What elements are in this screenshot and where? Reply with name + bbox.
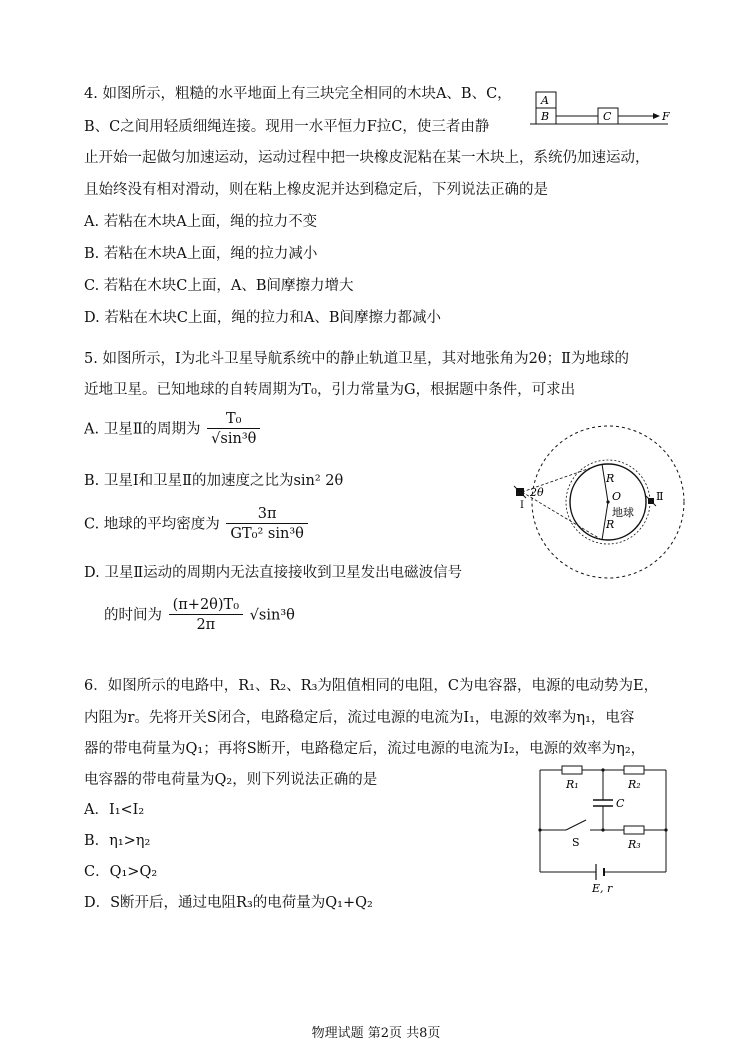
q5-option-b: B. 卫星Ⅰ和卫星Ⅱ的加速度之比为sin² 2θ [84,473,344,489]
q5-option-a [84,410,262,449]
q5-option-d-line-1: D. 卫星Ⅱ运动的周期内无法直接接收到卫星发出电磁波信号 [84,565,463,581]
q5-option-d-line-2 [104,596,295,635]
q4-line-1: 4. 如图所示，粗糙的水平地面上有三块完全相同的木块A、B、C， [84,86,512,102]
radius-label-upper: R [606,472,615,485]
q4-option-d: D. 若粘在木块C上面，绳的拉力和A、B间摩擦力都减小 [84,310,442,326]
q6-option-a: A．I₁<I₂ [84,802,145,818]
label-r2: R₂ [628,778,641,791]
q5-orbit-figure [508,420,688,585]
label-source: E, r [592,882,613,895]
force-arrowhead [653,113,660,119]
sat2-label: Ⅱ [656,490,664,503]
q5-line-1: 5. 如图所示，Ⅰ为北斗卫星导航系统中的静止轨道卫星，其对地张角为2θ；Ⅱ为地球的 [84,351,629,367]
satellite-1-icon [514,486,526,498]
q4-option-b: B. 若粘在木块A上面，绳的拉力减小 [84,246,318,262]
q6-option-c: C．Q₁>Q₂ [84,864,158,880]
q6-line-3: 器的带电荷量为Q₁；再将S断开，电路稳定后，流过电源的电流为I₂，电源的效率为η₂， [84,741,646,757]
q5-option-d-denominator: 2π [196,617,216,633]
q4-line-2: B、C之间用轻质细绳连接。现用一水平恒力F拉C，使三者由静 [84,119,490,135]
q5-option-c-denominator: GT₀² sin³θ [230,526,304,542]
label-b: B [541,110,550,123]
q4-blocks-figure [528,86,678,132]
center-point [606,500,609,503]
q4-line-3: 止开始一起做匀加速运动，运动过程中把一块橡皮泥粘在某一木块上，系统仍加速运动， [84,150,650,166]
q6-line-1: 6．如图所示的电路中，R₁、R₂、R₃为阻值相同的电阻，C为电容器，电源的电动势为E， [84,678,659,694]
center-label: O [612,490,622,503]
q5-option-d-numerator: (π+2θ)T₀ [169,596,243,615]
satellite-2-icon [646,496,656,506]
q5-option-a-numerator: T₀ [207,410,260,429]
switch-s [566,820,586,830]
q5-option-c-numerator: 3π [226,505,307,524]
label-r1: R₁ [566,778,579,791]
label-f: F [662,110,670,123]
sat1-label: Ⅰ [520,500,524,511]
q6-option-b: B．η₁>η₂ [84,833,151,849]
q5-option-c [84,505,310,544]
q5-option-d-text: 的时间为 [104,607,162,624]
label-r3: R₃ [628,838,641,851]
tangent-line-lower [522,492,602,540]
q6-circuit-figure [530,760,680,895]
q5-option-c-fraction [226,505,307,544]
label-c: C [616,797,625,810]
q6-line-2: 内阻为r。先将开关S闭合，电路稳定后，流过电源的电流为I₁，电源的效率为η₁，电容 [84,710,635,726]
label-c: C [603,110,612,123]
q6-option-d: D．S断开后，通过电阻R₃的电荷量为Q₁+Q₂ [84,895,373,911]
page-footer: 物理试题 第2页 共8页 [311,1026,441,1041]
q4-option-c: C. 若粘在木块C上面，A、B间摩擦力增大 [84,278,354,294]
radius-label-lower: R [606,518,615,531]
q4-option-a: A. 若粘在木块A上面，绳的拉力不变 [84,214,318,230]
angle-label: 2θ [530,486,544,499]
label-a: A [541,94,549,107]
q5-line-2: 近地卫星。已知地球的自转周期为T₀，引力常量为G，根据题中条件，可求出 [84,382,576,398]
resistor-r1 [562,766,582,774]
q5-option-a-fraction [207,410,260,449]
q6-line-4: 电容器的带电荷量为Q₂，则下列说法正确的是 [84,772,378,788]
q5-option-a-denominator: √sin³θ [211,431,257,447]
q5-option-d-fraction [169,596,243,635]
label-s: S [572,836,580,849]
q5-option-a-text: A. 卫星Ⅱ的周期为 [84,421,201,438]
earth-label: 地球 [612,506,634,519]
q4-line-4: 且始终没有相对滑动，则在粘上橡皮泥并达到稳定后，下列说法正确的是 [84,182,548,198]
q5-option-c-text: C. 地球的平均密度为 [84,516,220,533]
resistor-r3 [624,826,644,834]
q5-option-d-sqrt: √sin³θ [249,607,295,624]
resistor-r2 [624,766,644,774]
